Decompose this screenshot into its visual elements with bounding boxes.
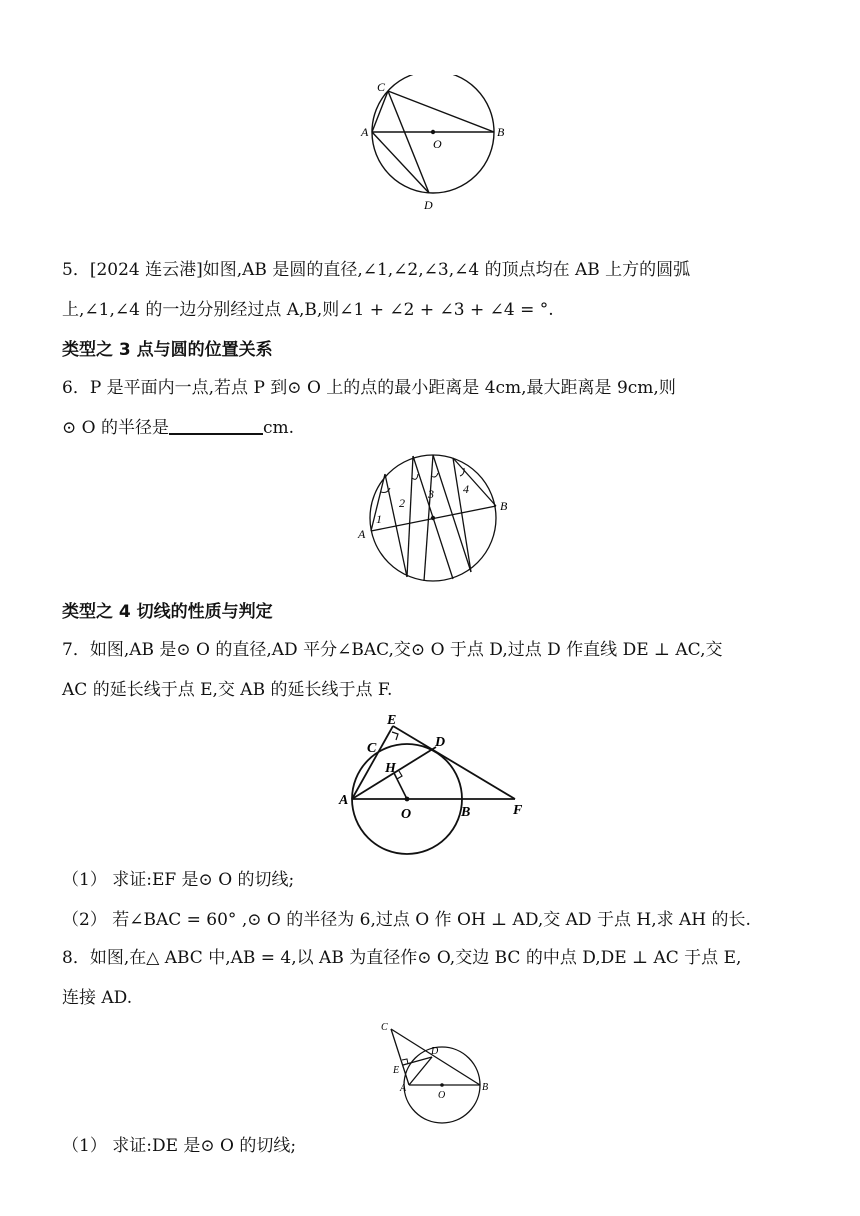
label-c: C <box>381 1022 388 1033</box>
label-b: B <box>461 805 471 820</box>
q8-part1: （1） 求证:DE 是⊙ O 的切线; <box>62 1136 297 1156</box>
label-b: B <box>500 499 508 513</box>
q7-part2: （2） 若∠BAC = 60° ,⊙ O 的半径为 6,过点 O 作 OH ⊥ AD,交 AD 于点 H,求 AH 的长. <box>62 910 751 930</box>
label-d: D <box>431 1046 439 1057</box>
label-angle-1: 1 <box>376 512 382 526</box>
label-f: F <box>513 803 523 818</box>
label-a: A <box>339 793 349 808</box>
q6-line1: 6．P 是平面内一点,若点 P 到⊙ O 上的点的最小距离是 4cm,最大距离是 9cm,则 <box>62 378 676 398</box>
label-c: C <box>367 741 377 756</box>
section3-title: 类型之 3 点与圆的位置关系 <box>62 340 273 360</box>
q6-line2-before: ⊙ O 的半径是 <box>62 418 169 438</box>
label-o: O <box>438 1090 446 1101</box>
label-a: A <box>358 527 366 541</box>
label-b: B <box>497 125 505 139</box>
label-a: A <box>400 1083 407 1094</box>
label-c: C <box>377 80 386 94</box>
label-angle-4: 4 <box>463 482 469 496</box>
label-d: D <box>435 735 446 750</box>
figure-circle-abcd <box>355 75 525 215</box>
q5-line2: 上,∠1,∠4 的一边分别经过点 A,B,则∠1 + ∠2 + ∠3 + ∠4 = °. <box>62 300 554 320</box>
label-h: H <box>385 761 396 776</box>
q8-line1: 8．如图,在△ ABC 中,AB = 4,以 AB 为直径作⊙ O,交边 BC 的中点 D,DE ⊥ AC 于点 E, <box>62 948 742 968</box>
label-d: D <box>424 198 433 212</box>
figure-tangent-ef <box>335 710 535 860</box>
label-angle-2: 2 <box>399 496 405 510</box>
q7-part1: （1） 求证:EF 是⊙ O 的切线; <box>62 870 295 890</box>
label-o: O <box>401 807 412 822</box>
q8-line2: 连接 AD. <box>62 988 133 1008</box>
q7-line2: AC 的延长线于点 E,交 AB 的延长线于点 F. <box>62 680 393 700</box>
section4-title: 类型之 4 切线的性质与判定 <box>62 602 273 622</box>
q7-line1: 7．如图,AB 是⊙ O 的直径,AD 平分∠BAC,交⊙ O 于点 D,过点 D 作直线 DE ⊥ AC,交 <box>62 640 723 660</box>
q5-line1: 5．[2024 连云港]如图,AB 是圆的直径,∠1,∠2,∠3,∠4 的顶点均在 AB 上方的圆弧 <box>62 260 691 280</box>
figure-angles-1234 <box>352 448 522 588</box>
label-a: A <box>361 125 369 139</box>
label-angle-3: 3 <box>428 487 434 501</box>
answer-blank[interactable] <box>169 417 263 435</box>
label-e: E <box>393 1065 400 1076</box>
q6-line2-after: cm. <box>263 418 295 438</box>
label-o: O <box>433 137 442 151</box>
figure-triangle-abc <box>376 1016 496 1126</box>
q6-line2 <box>62 416 294 440</box>
label-e: E <box>387 713 397 728</box>
label-b: B <box>482 1082 489 1093</box>
